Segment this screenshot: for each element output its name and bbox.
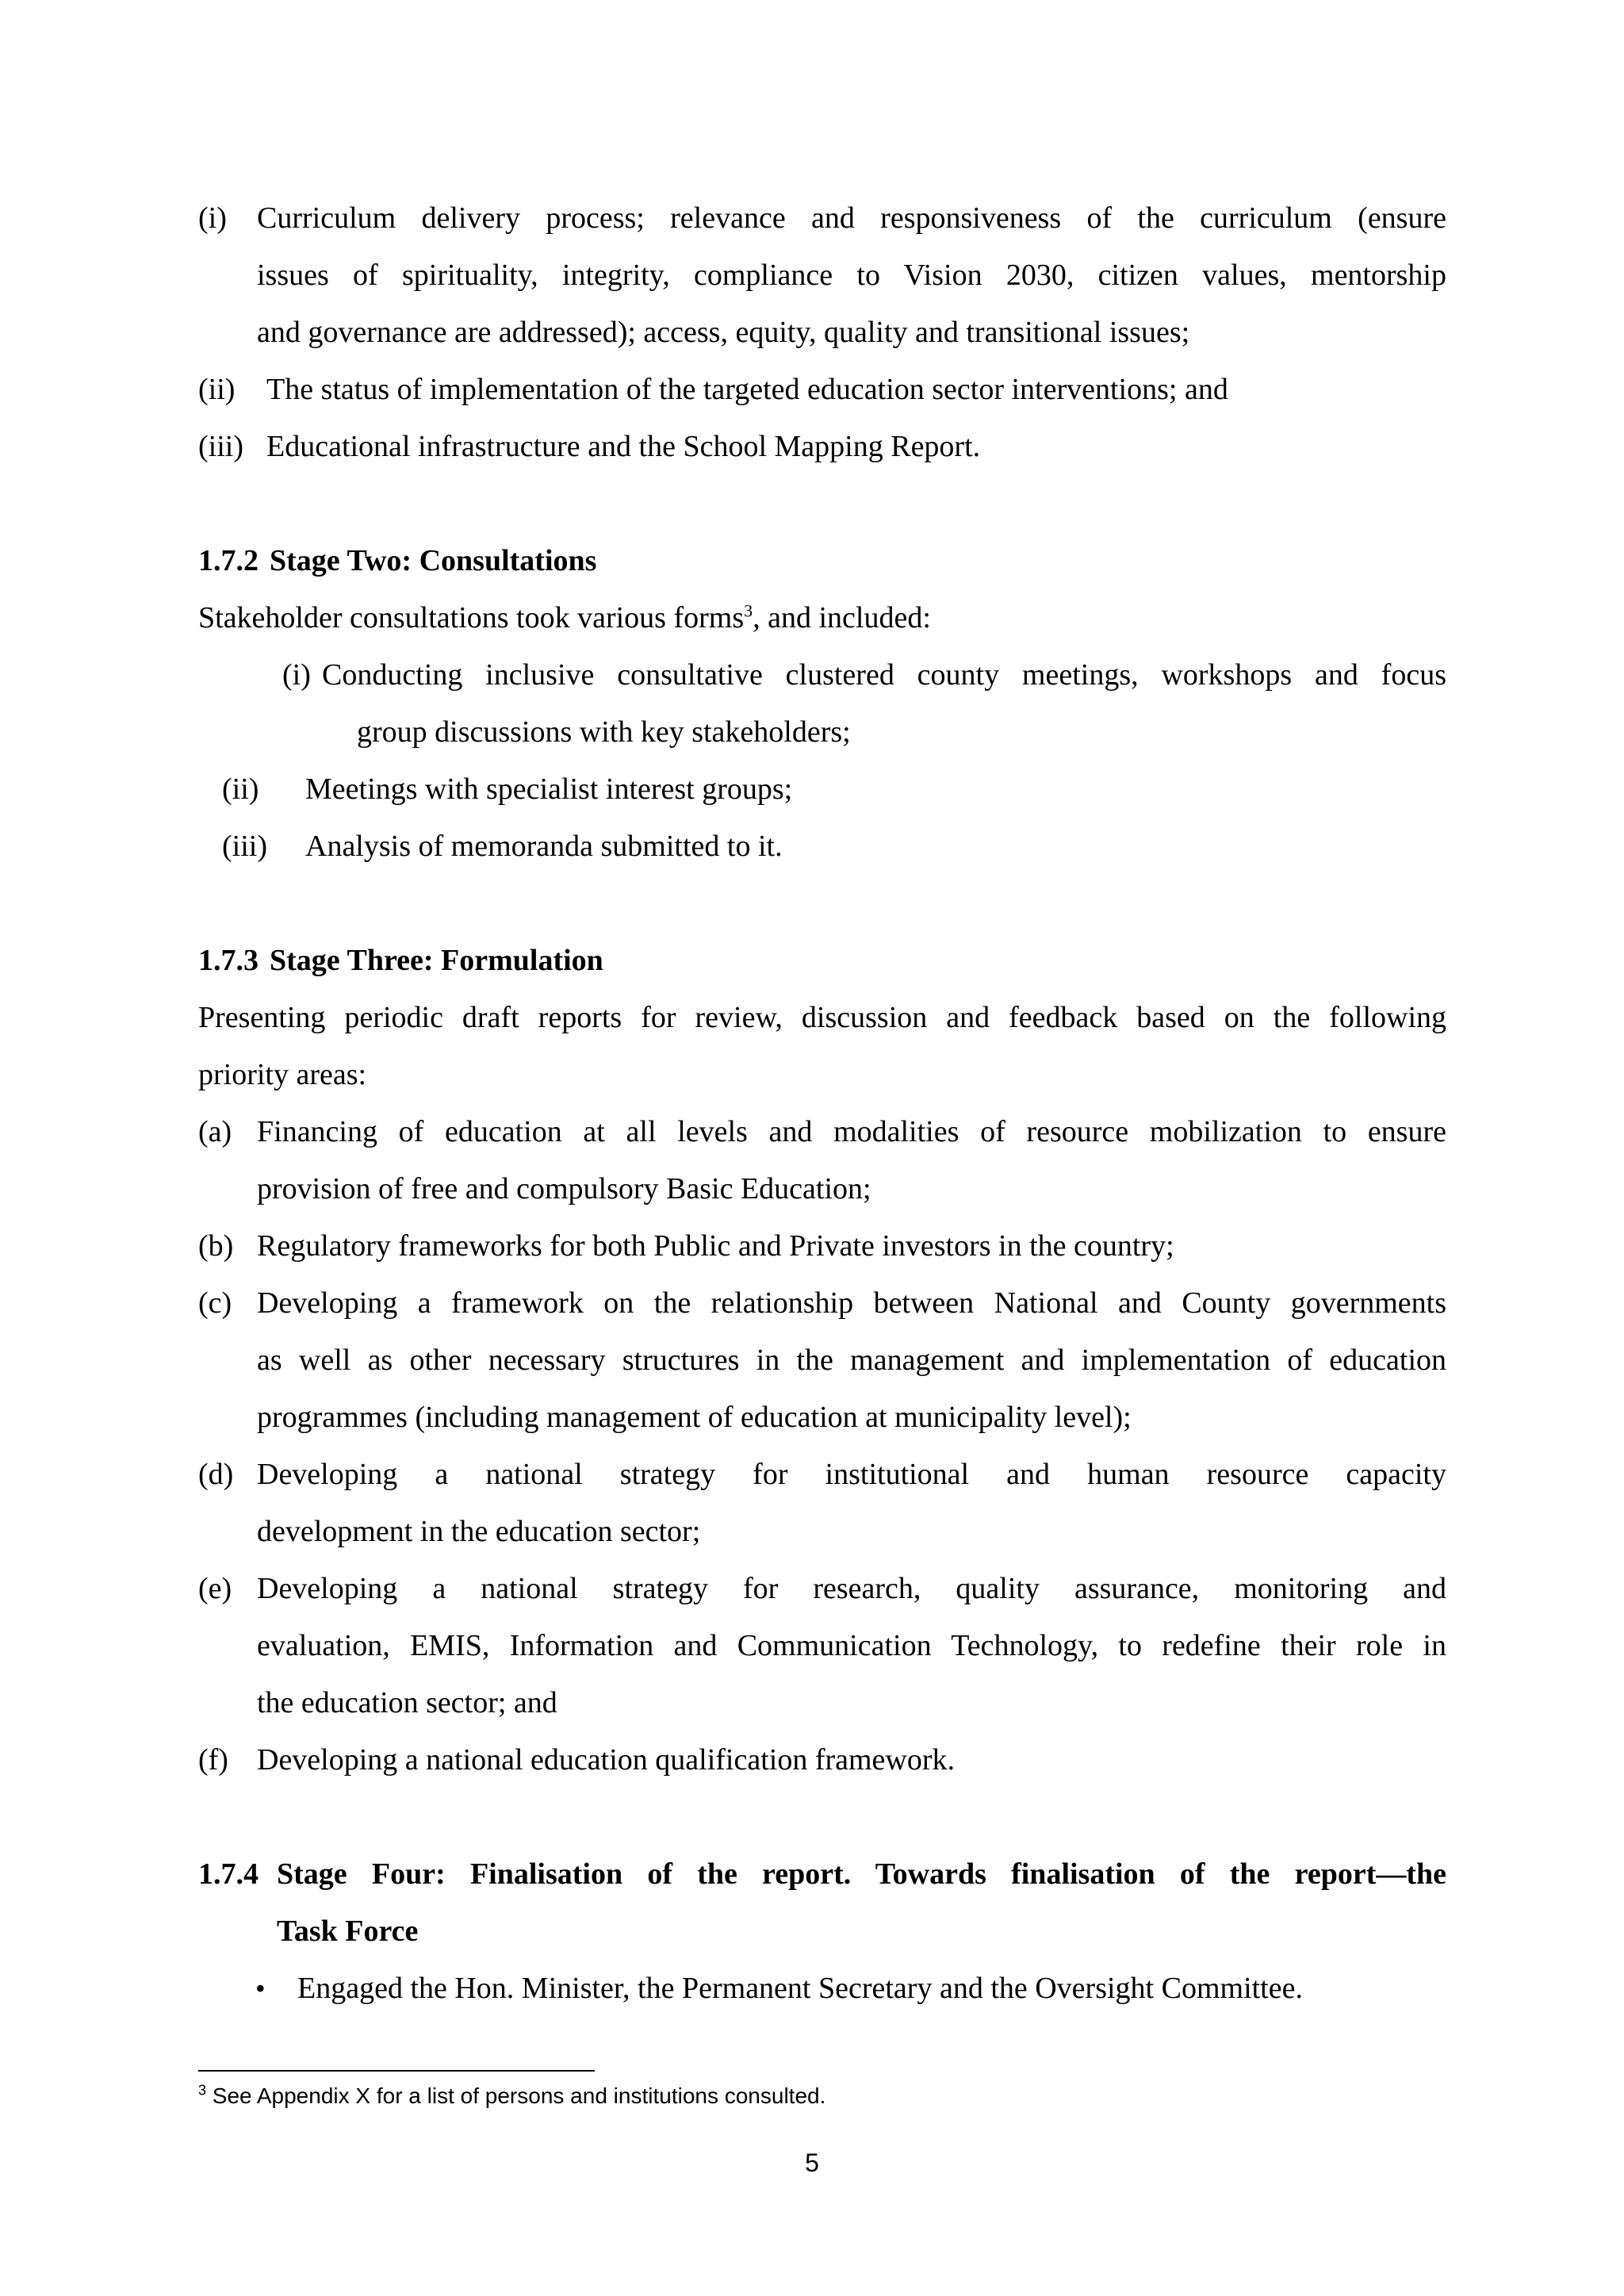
section-heading: Stage Four: Finalisation of the report. Towards finalisation of the report—the <box>277 1857 1446 1891</box>
list-item-line: Educational infrastructure and the School Mapping Report. <box>266 430 981 463</box>
list-item-line: Curriculum delivery process; relevance and responsiveness of the curriculum (ensure <box>257 201 1446 235</box>
list-item-line: Conducting inclusive consultative clustered county meetings, workshops and focus <box>322 658 1446 692</box>
paragraph-line: priority areas: <box>198 1058 367 1091</box>
list-label: (c) <box>198 1286 232 1320</box>
list-label: (i) <box>282 658 311 692</box>
paragraph-line: Presenting periodic draft reports for review, discussion and feedback based on the following <box>198 1001 1446 1034</box>
list-label: (i) <box>198 201 227 235</box>
list-item-line: The status of implementation of the targeted education sector interventions; and <box>266 373 1228 406</box>
list-item-line: Developing a national education qualification framework. <box>257 1743 956 1777</box>
footnote-reference: 3 <box>744 600 753 621</box>
list-item-line: Engaged the Hon. Minister, the Permanent Secretary and the Oversight Committee. <box>297 1972 1303 2005</box>
footnote-text: See Appendix X for a list of persons and institutions consulted. <box>212 2083 826 2108</box>
heading-title: Stage Three: Formulation <box>270 944 603 977</box>
footnote-divider <box>198 2070 595 2072</box>
list-item-line: Regulatory frameworks for both Public and Private investors in the country; <box>257 1229 1174 1263</box>
section-heading: Task Force <box>277 1915 419 1948</box>
list-item-line: issues of spirituality, integrity, compliance to Vision 2030, citizen values, mentorship <box>257 259 1446 292</box>
footnote-number: 3 <box>198 2082 207 2099</box>
list-item-line: Developing a framework on the relationship between National and County governments <box>257 1286 1446 1320</box>
heading-title: Stage Two: Consultations <box>270 544 597 577</box>
list-label: (a) <box>198 1115 232 1148</box>
page-number: 5 <box>805 2148 819 2177</box>
list-item-line: Meetings with specialist interest groups; <box>305 772 793 806</box>
heading-number: 1.7.4 <box>198 1857 259 1891</box>
heading-number: 1.7.2 <box>198 544 259 577</box>
section-heading <box>198 539 596 582</box>
heading-number: 1.7.3 <box>198 944 259 977</box>
list-item-line: and governance are addressed); access, equity, quality and transitional issues; <box>257 316 1190 349</box>
section-intro <box>198 596 931 639</box>
intro-text: Stakeholder consultations took various forms <box>198 601 745 634</box>
list-item-line: as well as other necessary structures in the management and implementation of education <box>257 1343 1446 1377</box>
list-item-line: Analysis of memoranda submitted to it. <box>305 830 783 863</box>
list-label: (iii) <box>222 830 267 863</box>
list-item-line: the education sector; and <box>257 1686 557 1719</box>
list-label: (e) <box>198 1572 232 1605</box>
list-label: (d) <box>198 1458 234 1491</box>
list-item-line: Developing a national strategy for institutional and human resource capacity <box>257 1458 1446 1491</box>
list-label: (f) <box>198 1743 228 1777</box>
intro-text: , and included: <box>753 601 931 634</box>
list-item-line: evaluation, EMIS, Information and Communication Technology, to redefine their role in <box>257 1629 1446 1662</box>
list-item-line: provision of free and compulsory Basic Education; <box>257 1172 871 1205</box>
list-item-line: group discussions with key stakeholders; <box>357 715 851 749</box>
list-label: (iii) <box>198 430 243 463</box>
footnote <box>198 2079 825 2114</box>
bullet-icon: • <box>255 1972 266 2004</box>
section-heading <box>198 939 603 982</box>
list-item-line: Financing of education at all levels and modalities of resource mobilization to ensure <box>257 1115 1446 1148</box>
list-item-line: programmes (including management of education at municipality level); <box>257 1401 1132 1434</box>
list-label: (ii) <box>222 772 259 806</box>
list-item-line: development in the education sector; <box>257 1515 701 1548</box>
list-item-line: Developing a national strategy for research, quality assurance, monitoring and <box>257 1572 1446 1605</box>
list-label: (b) <box>198 1229 234 1263</box>
list-label: (ii) <box>198 373 236 406</box>
